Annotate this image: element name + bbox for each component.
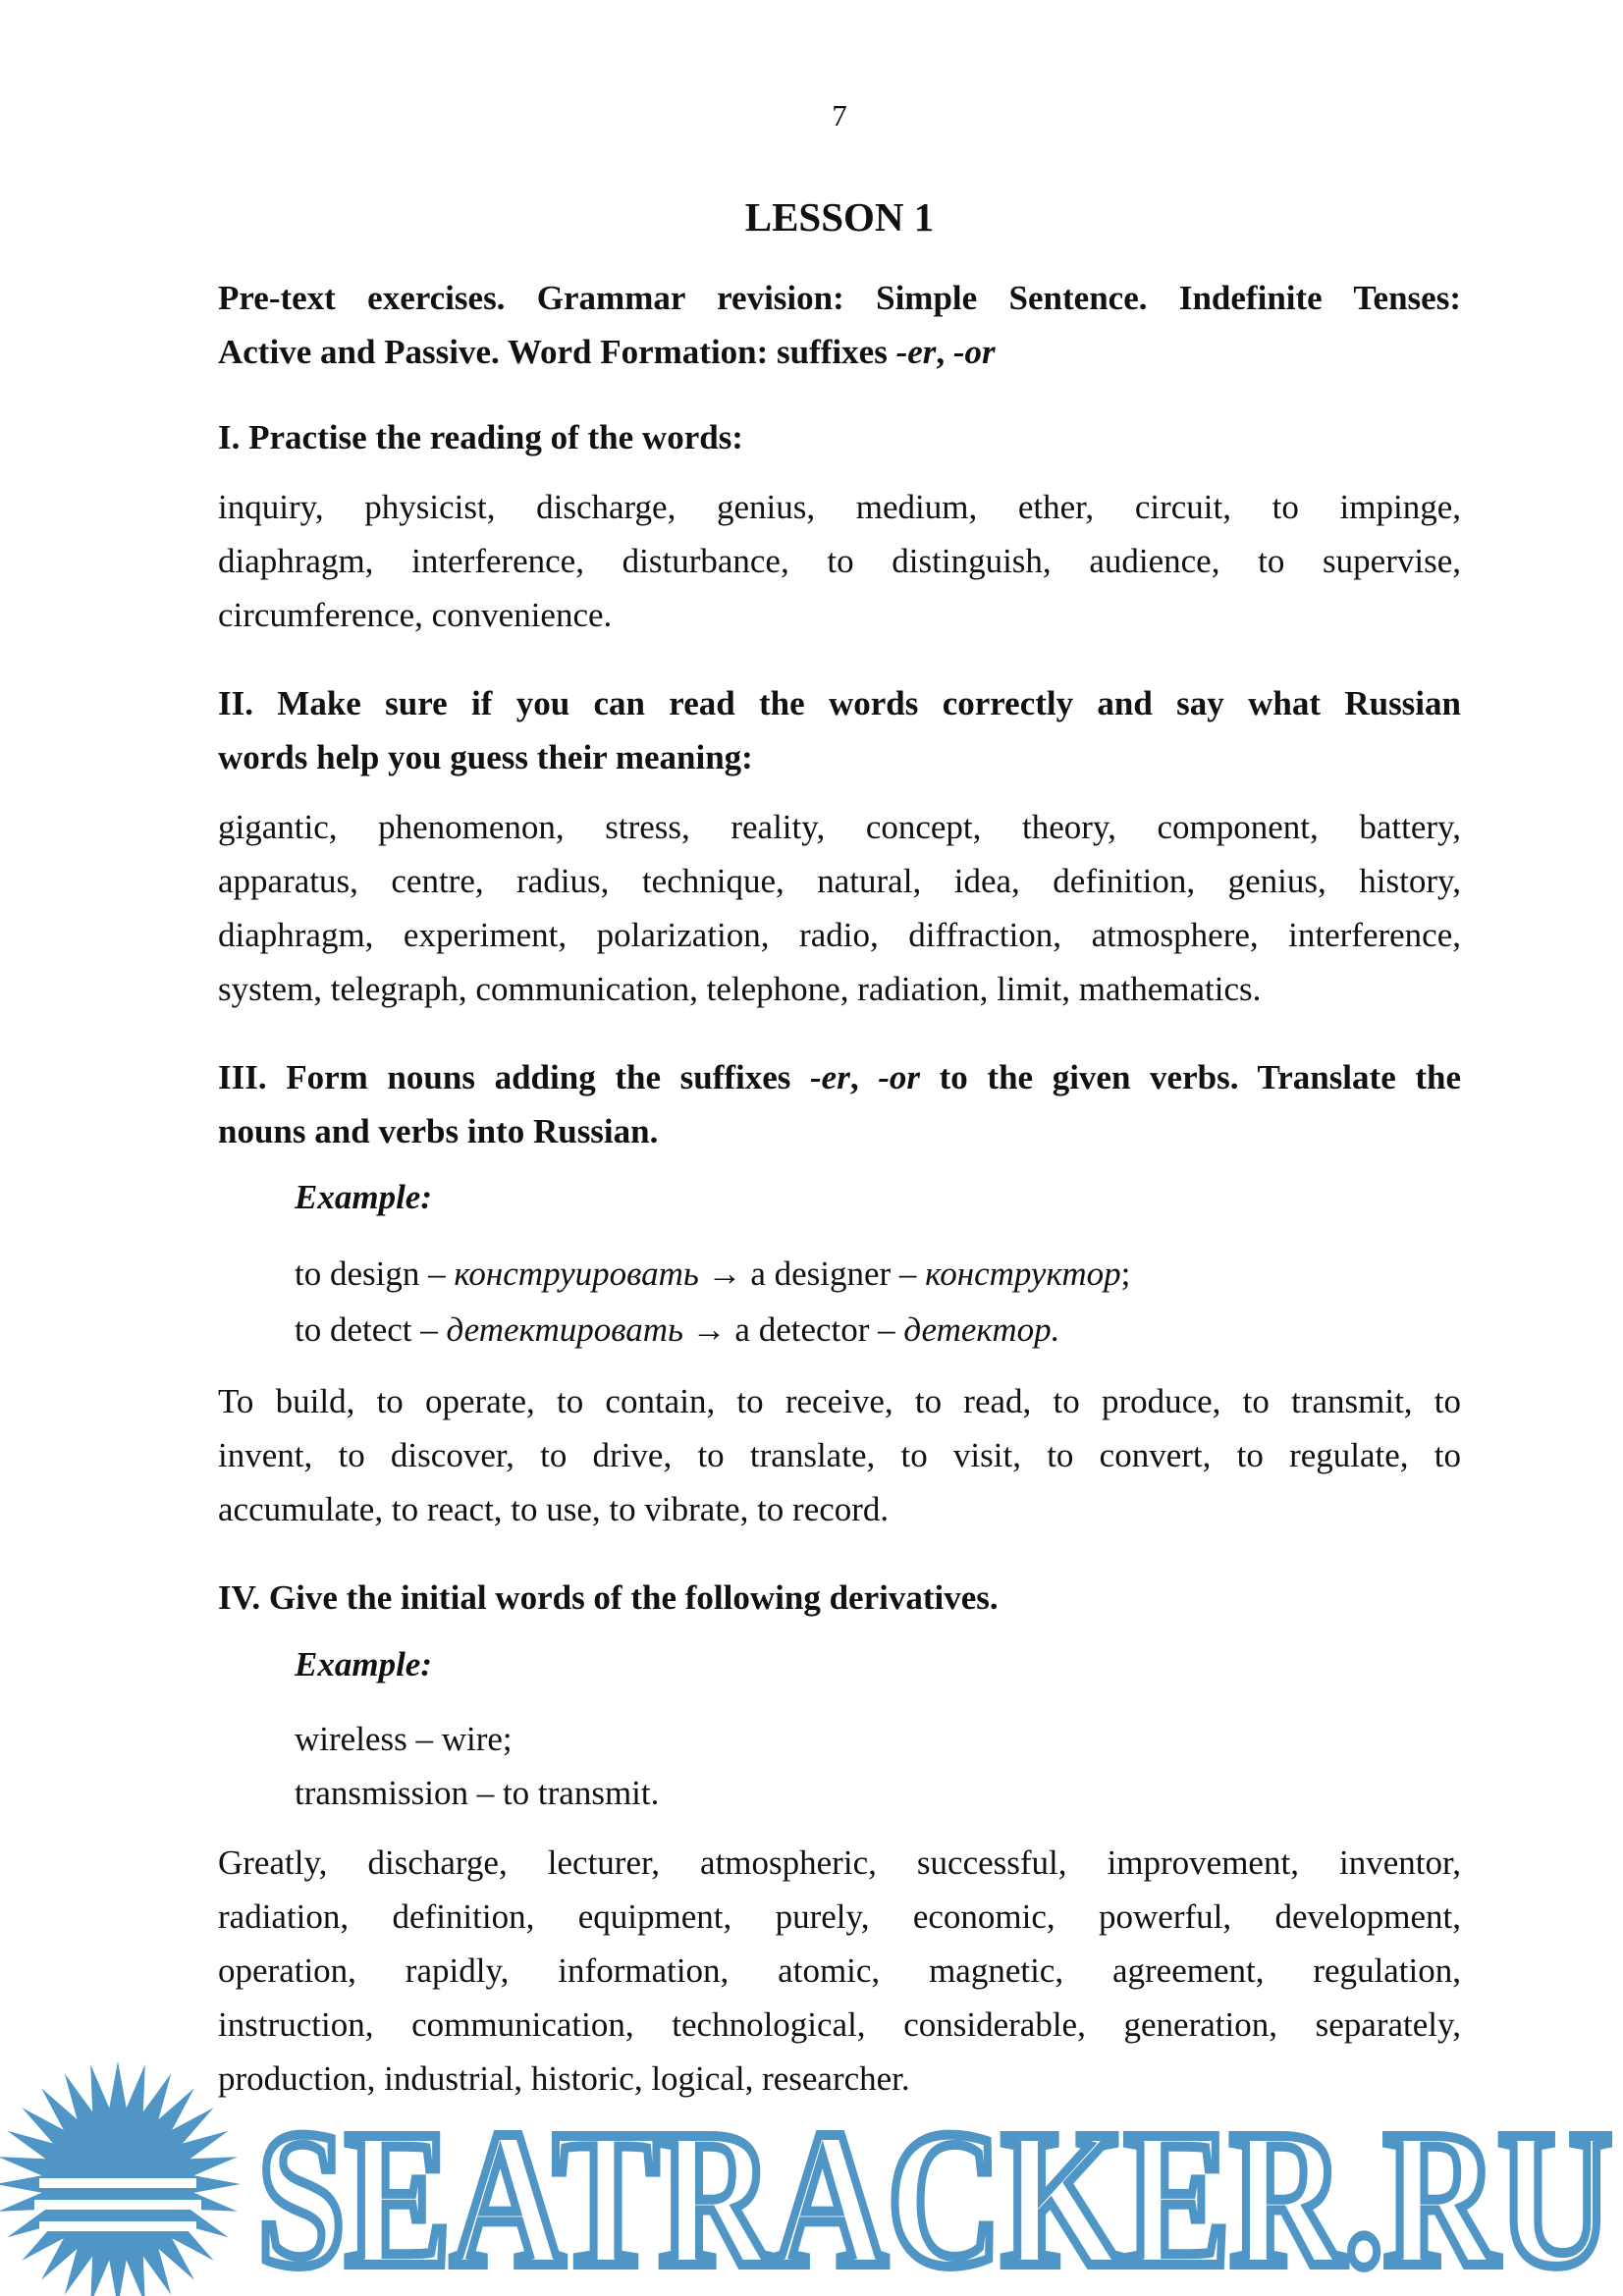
exercise-3-line: accumulate, to react, to use, to vibrate, to record. bbox=[218, 1490, 890, 1528]
exercise-4-heading: IV. Give the initial words of the following derivatives. bbox=[218, 1578, 999, 1617]
exercise-2-line: diaphragm, experiment, polarization, radio, diffraction, atmosphere, interference, bbox=[218, 916, 1461, 954]
lesson-title: LESSON 1 bbox=[744, 194, 935, 240]
lesson-intro bbox=[218, 271, 1461, 379]
exercise-3-line: invent, to discover, to drive, to translate, to visit, to convert, to regulate, to bbox=[218, 1436, 1461, 1474]
exercise-3-line: To build, to operate, to contain, to receive, to read, to produce, to transmit, to bbox=[218, 1382, 1461, 1420]
exercise-3-example-label: Example: bbox=[295, 1178, 432, 1216]
exercise-3-heading bbox=[218, 1050, 1461, 1158]
exercise-3-example-1: to design – конструировать → a designer – конструктор; bbox=[295, 1255, 1131, 1293]
watermark bbox=[0, 2047, 1623, 2296]
exercise-4-line: operation, rapidly, information, atomic, magnetic, agreement, regulation, bbox=[218, 1951, 1461, 1990]
page-number: 7 bbox=[832, 98, 847, 133]
exercise-4-line: instruction, communication, technological, considerable, generation, separately, bbox=[218, 2005, 1461, 2044]
exercise-2-line: gigantic, phenomenon, stress, reality, concept, theory, component, battery, bbox=[218, 808, 1461, 846]
intro-line-2: Active and Passive. Word Formation: suffixes -er, -or bbox=[218, 333, 996, 371]
watermark-text: SEATRACKER.RU bbox=[257, 2091, 1612, 2296]
sun-logo-icon bbox=[0, 2061, 241, 2296]
exercise-2-line: system, telegraph, communication, telephone, radiation, limit, mathematics. bbox=[218, 970, 1262, 1008]
exercise-3-verbs bbox=[218, 1374, 1461, 1536]
exercise-1-line: circumference, convenience. bbox=[218, 596, 613, 634]
exercise-2-heading-line-1: II. Make sure if you can read the words correctly and say what Russian bbox=[218, 684, 1461, 722]
exercise-4-example-1: wireless – wire; bbox=[295, 1720, 513, 1758]
exercise-1-words bbox=[218, 480, 1461, 642]
exercise-2-heading bbox=[218, 676, 1461, 784]
exercise-4-example-label: Example: bbox=[295, 1645, 432, 1683]
intro-line-1: Pre-text exercises. Grammar revision: Simple Sentence. Indefinite Tenses: bbox=[218, 279, 1461, 317]
exercise-1-line: diaphragm, interference, disturbance, to distinguish, audience, to supervise, bbox=[218, 542, 1461, 580]
exercise-3-heading-line-2: nouns and verbs into Russian. bbox=[218, 1112, 659, 1150]
exercise-3-example-2: to detect – детектировать → a detector – детектор. bbox=[295, 1310, 1060, 1349]
exercise-1-heading: I. Practise the reading of the words: bbox=[218, 418, 743, 456]
exercise-2-heading-line-2: words help you guess their meaning: bbox=[218, 738, 753, 776]
exercise-4-line: production, industrial, historic, logical, researcher. bbox=[218, 2059, 910, 2098]
exercise-4-example-2: transmission – to transmit. bbox=[295, 1774, 660, 1812]
exercise-4-line: radiation, definition, equipment, purely, economic, powerful, development, bbox=[218, 1897, 1461, 1936]
exercise-4-line: Greatly, discharge, lecturer, atmospheric, successful, improvement, inventor, bbox=[218, 1843, 1461, 1882]
exercise-1-line: inquiry, physicist, discharge, genius, medium, ether, circuit, to impinge, bbox=[218, 488, 1461, 526]
exercise-2-words bbox=[218, 800, 1461, 1016]
exercise-2-line: apparatus, centre, radius, technique, natural, idea, definition, genius, history, bbox=[218, 862, 1461, 900]
exercise-3-heading-line-1: III. Form nouns adding the suffixes -er, -or to the given verbs. Translate the bbox=[218, 1058, 1462, 1096]
